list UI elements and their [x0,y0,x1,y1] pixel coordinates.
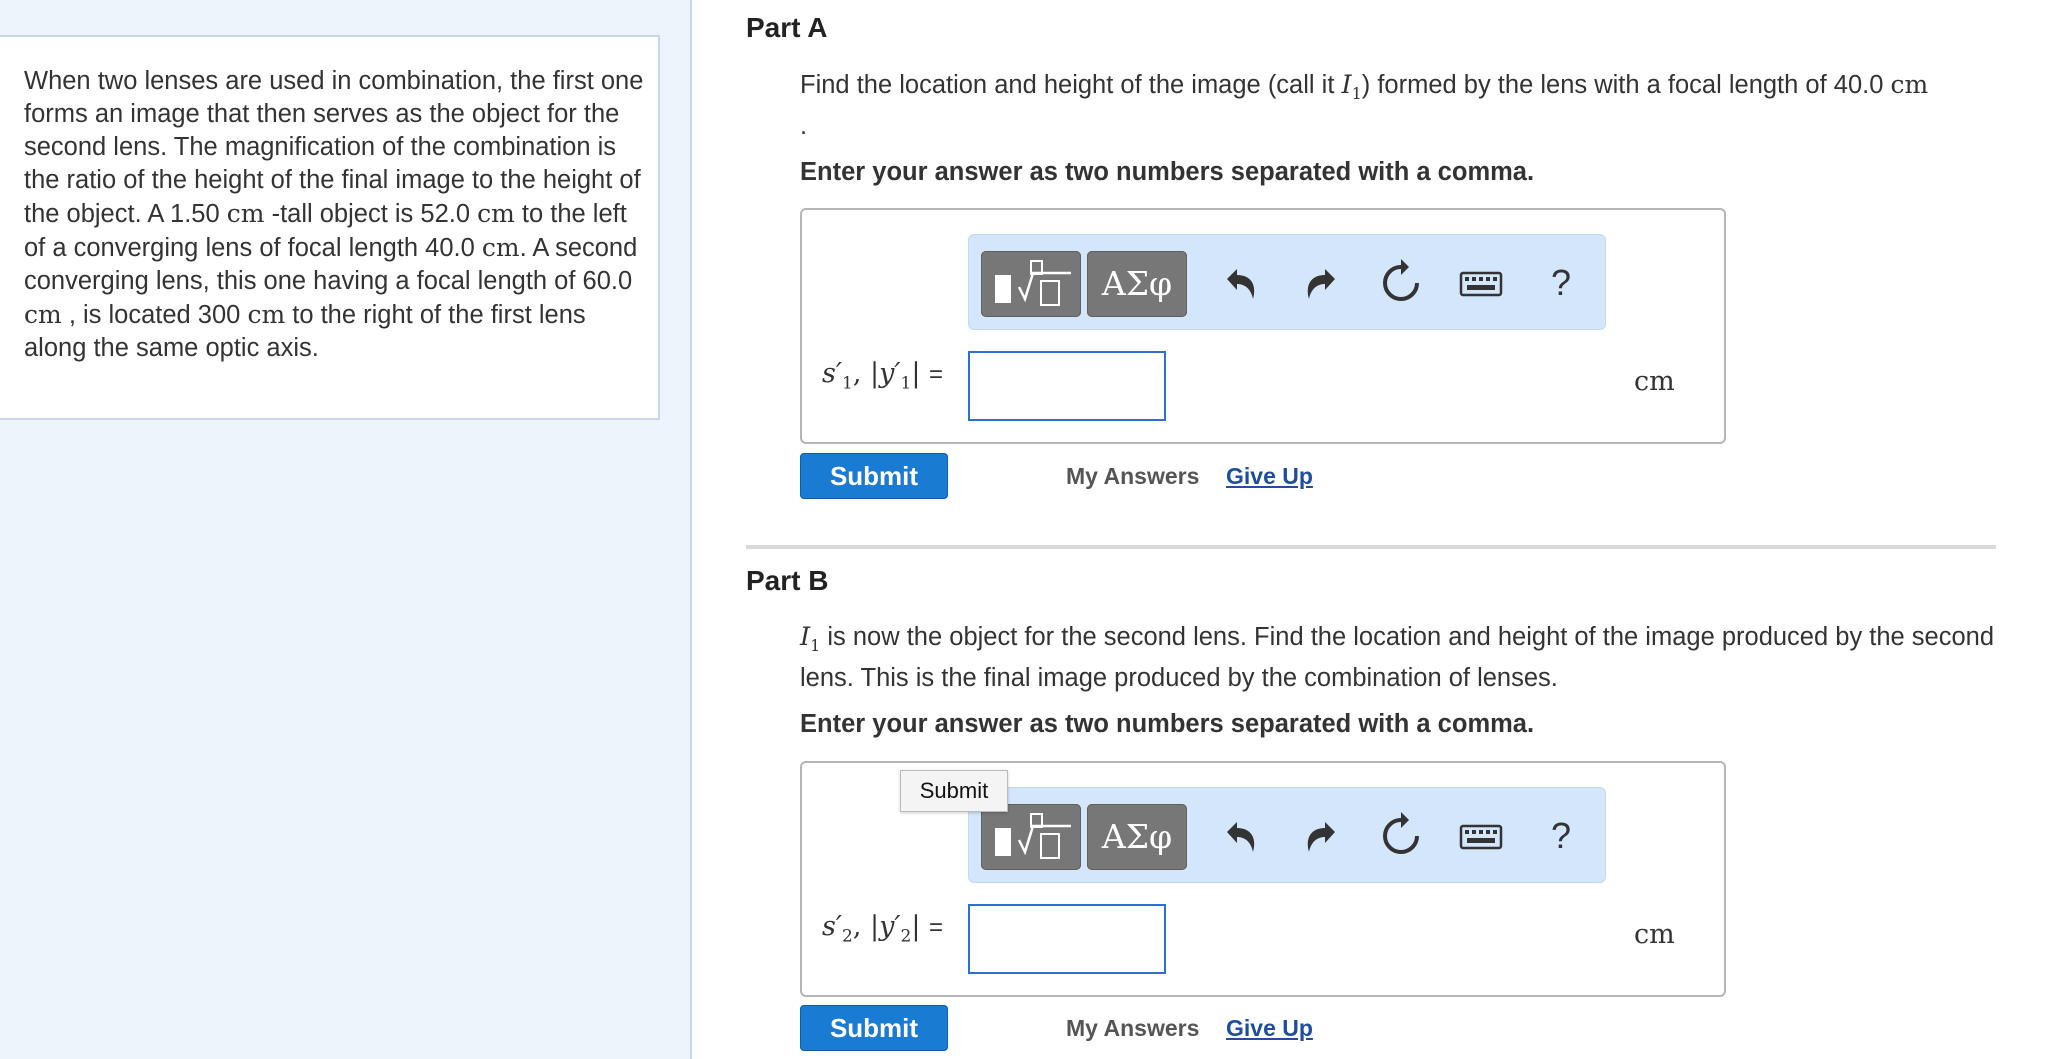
part-b-submit-button[interactable]: Submit [800,1005,948,1051]
part-b-give-up-link[interactable]: Give Up [1226,1015,1313,1041]
part-a-submit-button[interactable]: Submit [800,453,948,499]
part-a-expression-label: $s'_1$, $|y'_1|$ = [822,358,944,394]
undo-icon[interactable] [1213,255,1269,311]
greek-symbols-button[interactable]: ΑΣφ [1087,251,1187,317]
part-a-my-answers: My Answers [1066,463,1200,489]
help-icon[interactable]: ? [1550,262,1572,303]
problem-statement: When two lenses are used in combination, the first one forms an image that then serves as the object for the second lens. The magnification of the combination is the ratio of the height of the final image to the height of the object. A 1.50 cm -tall object is 52.0 cm to the left of a converging lens of focal length 40.0 cm. A second converging lens, this one having a focal length of 60.0 cm , is located 300 cm to the right of the first lens along the same optic axis. [24,67,644,362]
help-icon[interactable]: ? [1550,815,1572,856]
math-toolbar [968,787,1606,883]
problem-pane [0,0,692,1059]
templates-button[interactable] [981,804,1081,870]
part-b-question: $I_1$ is now the object for the second lens. Find the location and height of the image produced by the second lens. This is the final image produced by the combination of lenses. [800,622,1995,693]
redo-icon[interactable] [1293,808,1349,864]
part-a-give-up-link[interactable]: Give Up [1226,463,1313,489]
reset-icon[interactable] [1373,808,1429,864]
part-a-answer-box [800,208,1726,444]
templates-button[interactable] [981,251,1081,317]
templates-icon [981,251,1081,317]
parts-pane [746,0,2006,1059]
part-a-unit: cm [1634,366,1675,397]
part-b-my-answers: My Answers [1066,1015,1200,1041]
part-b-title: Part B [746,565,829,596]
part-b-instruction: Enter your answer as two numbers separated with a comma. [800,710,1535,738]
part-b-expression-label: $s'_2$, $|y'_2|$ = [822,911,944,947]
part-b-answer-input[interactable] [968,904,1166,974]
greek-symbols-button[interactable]: ΑΣφ [1087,804,1187,870]
keyboard-icon[interactable] [1453,808,1509,864]
problem-statement-box [0,35,660,420]
math-toolbar [968,234,1606,330]
part-a-question: Find the location and height of the image (call it $I_1$) formed by the lens with a focal length of 40.0 cm . [800,70,1929,141]
part-a-answer-input[interactable] [968,351,1166,421]
part-a-instruction: Enter your answer as two numbers separated with a comma. [800,158,1535,186]
part-a-title: Part A [746,12,828,43]
part-divider [746,545,1996,549]
templates-icon [981,804,1081,870]
keyboard-icon[interactable] [1453,255,1509,311]
part-b-unit: cm [1634,919,1675,950]
submit-tooltip: Submit [900,770,1008,812]
redo-icon[interactable] [1293,255,1349,311]
undo-icon[interactable] [1213,808,1269,864]
reset-icon[interactable] [1373,255,1429,311]
